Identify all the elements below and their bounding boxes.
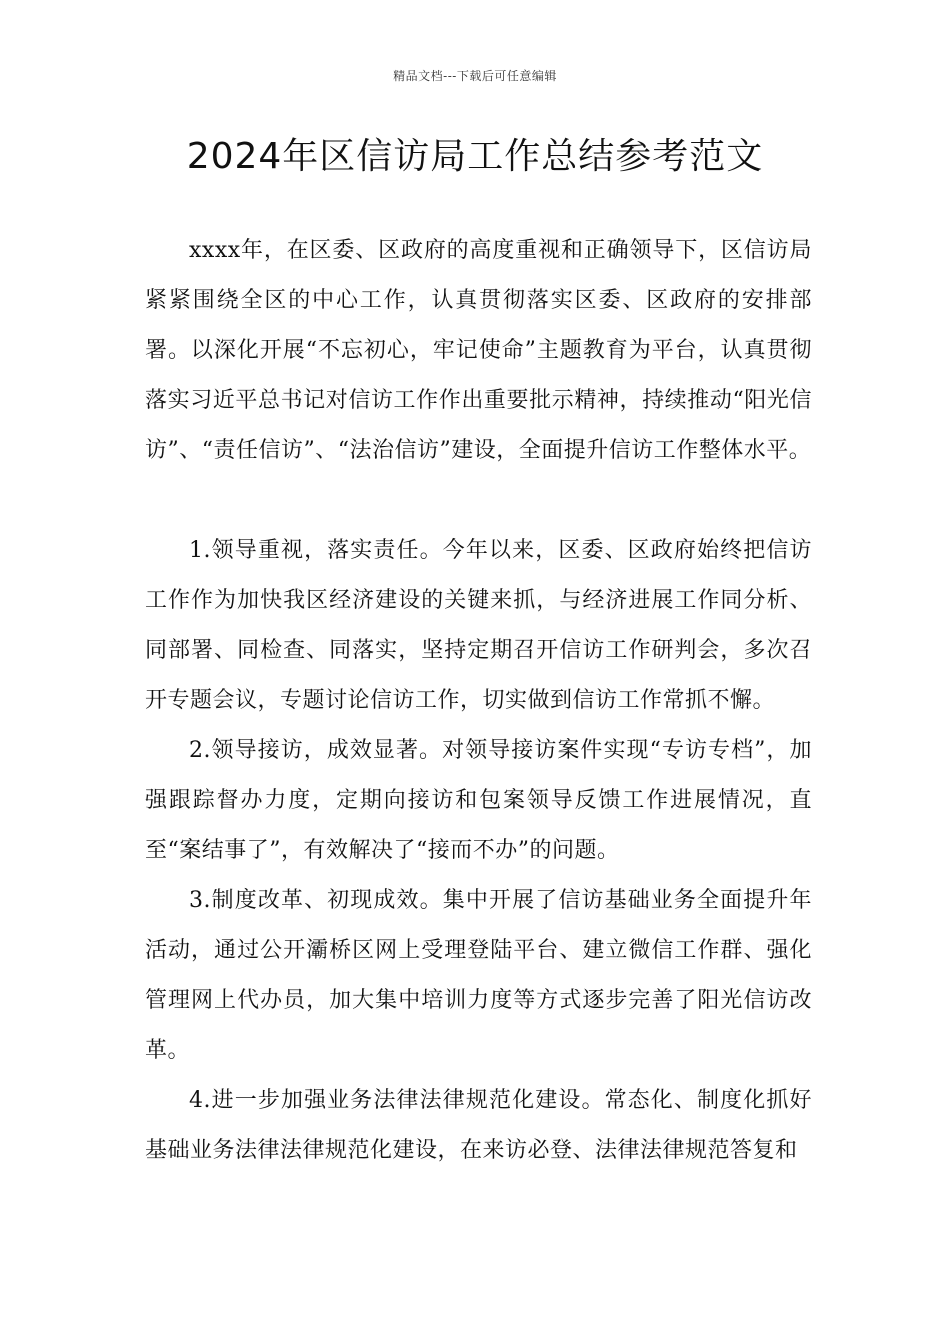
section-paragraph-1: 1.领导重视，落实责任。今年以来，区委、区政府始终把信访工作作为加快我区经济建设的关键来抓，与经济进展工作同分析、同部署、同检查、同落实，坚持定期召开信访工作研判会，多次召开专题会议，专题讨论信访工作，切实做到信访工作常抓不懈。 [145,538,812,713]
header-note: 精品文档---下载后可任意编辑 [393,69,557,83]
intro-paragraph: xxxx年，在区委、区政府的高度重视和正确领导下，区信访局紧紧围绕全区的中心工作，认真贯彻落实区委、区政府的安排部署。以深化开展“不忘初心，牢记使命”主题教育为平台，认真贯彻落实习近平总书记对信访工作作出重要批示精神，持续推动“阳光信访”、“责任信访”、“法治信访”建设，全面提升信访工作整体水平。 [145,238,812,463]
section-paragraph-2: 2.领导接访，成效显著。对领导接访案件实现“专访专档”，加强跟踪督办力度，定期向接访和包案领导反馈工作进展情况，直至“案结事了”，有效解决了“接而不办”的问题。 [145,738,812,863]
section-paragraph-4: 4.进一步加强业务法律法律规范化建设。常态化、制度化抓好基础业务法律法律规范化建设，在来访必登、法律法律规范答复和 [145,1088,812,1163]
document-body [145,226,812,1176]
section-paragraph-3: 3.制度改革、初现成效。集中开展了信访基础业务全面提升年活动，通过公开灞桥区网上受理登陆平台、建立微信工作群、强化管理网上代办员，加大集中培训力度等方式逐步完善了阳光信访改革。 [145,888,812,1063]
paragraph-gap [145,476,812,526]
document-title: 2024年区信访局工作总结参考范文 [186,136,764,177]
